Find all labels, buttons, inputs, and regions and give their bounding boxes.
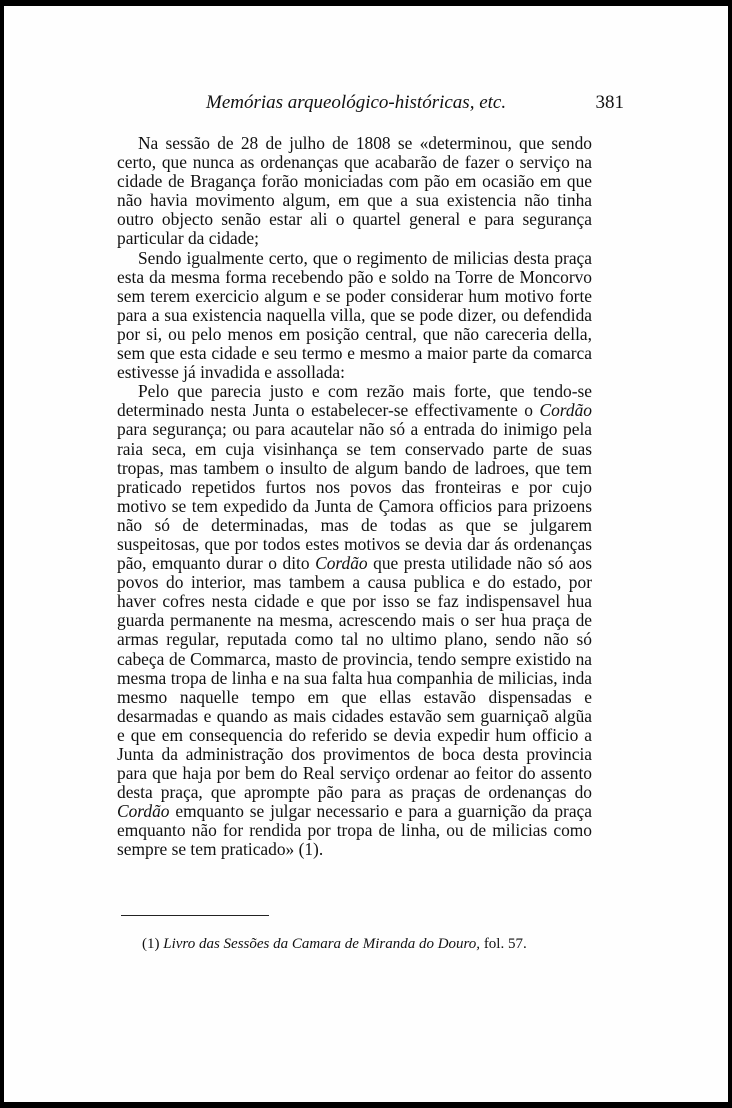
footnote (142, 936, 592, 953)
footnote-rule (121, 915, 269, 916)
body-text (117, 134, 592, 860)
footnote-folio: fol. 57. (483, 936, 527, 952)
paragraph-1: Na sessão de 28 de julho de 1808 se «determinou, que sendo certo, que nunca as ordenanças que acabarão de fazer o serviço na cidade de Bragança forão moniciadas com pão em ocasião em que não havia movimento algum, em que a sua existencia não tinha outro objecto senão estar ali o quartel general e para segurança particular da cidade; (117, 133, 592, 249)
footnote-source-title: Livro das Sessões da Camara de Miranda do Douro, (163, 936, 481, 952)
cordao-term-3: Cordão (117, 801, 170, 822)
p3-text-g: emquanto se julgar necessario e para a guarnição da praça emquanto não for rendida por tropa de linha, ou de milicias como sempre se tem praticado» (1). (117, 801, 592, 860)
page-number: 381 (595, 92, 624, 113)
paragraph-3 (117, 382, 592, 859)
p3-text-e: que presta utilidade não só aos povos do interior, mas tambem a causa publica e do estado, por haver cofres nesta cidade e que por isso se faz indispensavel hua guarda permanente na mesma, acrescendo mais o ser hua praça de armas regular, reputada como tal no ultimo plano, sendo não só cabeça de Commarca, masto de provincia, tendo sempre existido na mesma tropa de linha e na sua falta hua companhia de milicias, inda mesmo naquelle tempo em que ellas estavão dispensadas e desarmadas e quando as mais cidades estavão sem guarniçaõ algũa e que em consequencia do referido se devia expedir hum officio a Junta da administração dos provimentos de boca desta provincia para que haja por bem do Real serviço ordenar ao feitor do assento desta praça, que aprompte pão para as praças de ordenanças do (117, 553, 592, 803)
running-head (114, 92, 624, 118)
cordao-term-2: Cordão (315, 553, 368, 574)
running-title: Memórias arqueológico-históricas, etc. (206, 92, 507, 113)
footnote-marker: (1) (142, 936, 160, 952)
p3-text-a: Pelo que parecia justo e com rezão mais forte, que tendo-se determinado nesta Junta o estabelecer-se effectivamente o (117, 381, 592, 421)
cordao-term-1: Cordão (539, 400, 592, 421)
paragraph-2: Sendo igualmente certo, que o regimento de milicias desta praça esta da mesma forma recebendo pão e soldo na Torre de Moncorvo sem terem exercicio algum e se poder considerar hum motivo forte para a sua existencia naquella villa, que se pode dizer, ou defendida por si, ou pelo menos em posição central, que não careceria della, sem que esta cidade e seu termo e mesmo a maior parte da comarca estivesse já invadida e assollada: (117, 247, 592, 383)
p3-text-c: para segurança; ou para acautelar não só a entrada do inimigo pela raia seca, em cuja visinhança se tem conservado parte de suas tropas, mas tambem o insulto de algum bando de ladroes, que tem praticado repetidos furtos nos povos das fronteiras e por cujo motivo se tem expedido da Junta de Çamora officios para prizoens não só de determinadas, mas de todas as que se julgarem suspeitosas, que por todos estes motivos se devia dar ás ordenanças pão, emquanto durar o dito (117, 419, 592, 574)
